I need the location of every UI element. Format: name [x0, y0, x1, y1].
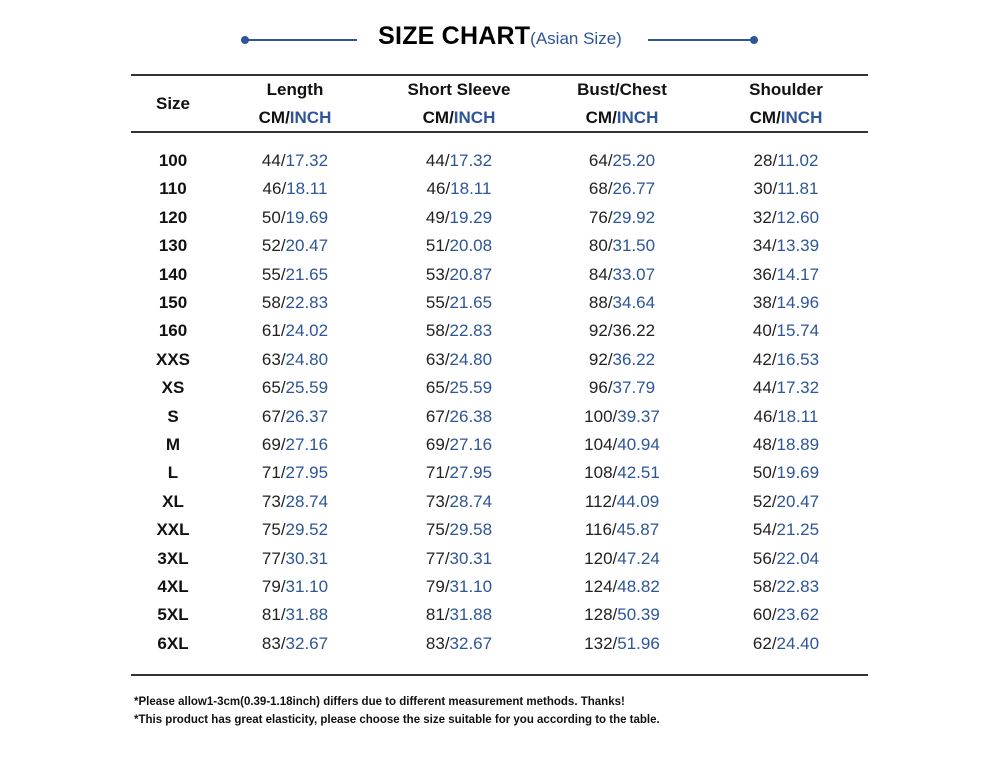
inch-value: 24.80 [285, 349, 329, 369]
cm-value: 77/ [425, 548, 450, 568]
cm-value: 81/ [425, 605, 450, 625]
unit-inch: INCH [453, 108, 496, 127]
unit-inch: INCH [289, 108, 332, 127]
inch-value: 20.87 [449, 264, 493, 284]
cm-value: 116/ [584, 520, 617, 540]
cm-value: 67/ [261, 406, 286, 426]
table-row [0, 634, 1000, 662]
measurement-cell [542, 407, 702, 427]
measurement-cell [379, 549, 539, 569]
inch-value: 31.50 [612, 236, 656, 256]
header-column: Bust/Chest [577, 80, 667, 99]
inch-value: 39.37 [617, 406, 660, 426]
cm-value: 55/ [261, 264, 286, 284]
measurement-cell [379, 179, 539, 199]
table-row [0, 179, 1000, 207]
size-label: XL [162, 491, 184, 511]
inch-value: 16.53 [776, 349, 820, 369]
inch-value: 25.20 [612, 151, 656, 170]
table-row [0, 520, 1000, 548]
cm-value: 34/ [752, 236, 777, 256]
table-row [0, 151, 1000, 179]
measurement-cell [379, 208, 539, 228]
cm-value: 36/ [752, 264, 777, 284]
cm-value: 71/ [261, 463, 286, 483]
inch-value: 32.67 [449, 633, 493, 653]
size-label: 4XL [157, 577, 189, 596]
measurement-cell [215, 605, 375, 625]
inch-value: 20.47 [285, 236, 329, 256]
unit-cm: CM/ [422, 108, 454, 127]
cm-value: 58/ [261, 293, 286, 312]
measurement-cell [215, 350, 375, 370]
size-label: 160 [158, 321, 188, 341]
cm-value: 79/ [425, 577, 450, 596]
size-label: M [165, 435, 181, 454]
measurement-cell [379, 151, 539, 171]
measurement-cell [379, 577, 539, 597]
inch-value: 33.07 [612, 264, 656, 284]
measurement-cell [542, 350, 702, 370]
cm-value: 50/ [261, 207, 286, 227]
measurement-cell [215, 179, 375, 199]
measurement-cell [542, 293, 702, 313]
inch-value: 14.96 [776, 293, 820, 312]
header-column: Short Sleeve [407, 80, 511, 99]
cm-value: 100/ [584, 406, 618, 426]
cm-value: 69/ [261, 435, 286, 454]
size-label: 3XL [157, 548, 189, 568]
table-row [0, 577, 1000, 605]
cm-value: 44/ [261, 151, 286, 170]
inch-value: 22.83 [776, 577, 820, 596]
cm-value: 73/ [261, 491, 286, 511]
measurement-cell [215, 208, 375, 228]
cm-value: 38/ [752, 293, 777, 312]
header-column: Shoulder [749, 80, 823, 99]
cm-value: 92/ [588, 349, 613, 369]
cm-value: 76/ [588, 207, 613, 227]
inch-value: 18.89 [776, 435, 820, 454]
inch-value: 11.02 [777, 151, 819, 170]
inch-value: 12.60 [776, 207, 820, 227]
measurement-cell [379, 492, 539, 512]
measurement-cell [542, 321, 702, 341]
measurement-cell [706, 378, 866, 398]
header-bottom-rule [131, 131, 868, 133]
measurement-cell [706, 605, 866, 625]
inch-value: 21.25 [776, 520, 820, 540]
measurement-cell [706, 492, 866, 512]
measurement-cell [706, 463, 866, 483]
cm-value: 65/ [425, 378, 450, 398]
measurement-cell [215, 520, 375, 540]
cm-value: 28/ [753, 151, 778, 170]
cm-value: 77/ [261, 548, 286, 568]
measurement-cell [379, 407, 539, 427]
header-unit [542, 108, 702, 128]
cm-value: 81/ [261, 605, 286, 625]
inch-value: 26.77 [612, 179, 656, 199]
cm-value: 40/ [752, 321, 777, 341]
inch-value: 25.59 [285, 378, 329, 398]
cm-value: 71/ [425, 463, 450, 483]
measurement-cell [706, 236, 866, 256]
measurement-cell [706, 407, 866, 427]
inch-value: 34.64 [612, 293, 656, 312]
inch-value: 27.16 [449, 435, 493, 454]
title-main: SIZE CHART [378, 22, 531, 50]
measurement-cell [706, 151, 866, 171]
cm-value: 44/ [425, 151, 450, 170]
cm-value: 88/ [588, 293, 613, 312]
inch-value: 23.62 [776, 605, 820, 625]
measurement-cell [215, 265, 375, 285]
measurement-cell [379, 236, 539, 256]
measurement-cell [542, 492, 702, 512]
cm-value: 60/ [752, 605, 777, 625]
measurement-cell [379, 435, 539, 455]
inch-value: 31.88 [449, 605, 493, 625]
measurement-cell [215, 407, 375, 427]
measurement-cell [379, 520, 539, 540]
measurement-cell [706, 265, 866, 285]
measurement-cell [379, 605, 539, 625]
cm-value: 30/ [753, 179, 778, 199]
cm-value: 52/ [261, 236, 286, 256]
inch-value: 18.11 [777, 406, 819, 426]
cm-value: 128/ [584, 605, 618, 625]
inch-value: 11.81 [777, 179, 819, 199]
cm-value: 83/ [261, 633, 286, 653]
cm-value: 73/ [425, 491, 450, 511]
inch-value: 22.83 [285, 293, 329, 312]
cm-value: 68/ [588, 179, 613, 199]
table-row [0, 321, 1000, 349]
cm-value: 92/ [588, 321, 613, 341]
cm-value: 104/ [584, 435, 618, 454]
inch-value: 17.32 [285, 151, 329, 170]
cm-value: 46/ [426, 179, 451, 199]
size-label: XS [161, 378, 185, 398]
size-label: 150 [158, 293, 188, 312]
cm-value: 49/ [425, 207, 450, 227]
size-label: 140 [158, 264, 188, 284]
measurement-cell [215, 321, 375, 341]
measurement-cell [542, 208, 702, 228]
measurement-cell [542, 605, 702, 625]
measurement-cell [379, 321, 539, 341]
cm-value: 55/ [425, 293, 450, 312]
measurement-cell [706, 549, 866, 569]
inch-value: 26.37 [285, 406, 329, 426]
measurement-cell [706, 179, 866, 199]
cm-value: 65/ [261, 378, 286, 398]
cm-value: 84/ [588, 264, 613, 284]
inch-value: 47.24 [617, 548, 660, 568]
cm-value: 48/ [752, 435, 777, 454]
inch-value: 20.08 [449, 236, 493, 256]
cm-value: 58/ [752, 577, 777, 596]
table-row [0, 407, 1000, 435]
cm-value: 132/ [584, 633, 618, 653]
inch-value: 24.02 [285, 321, 329, 341]
measurement-cell [542, 435, 702, 455]
inch-value: 25.59 [449, 378, 493, 398]
inch-value: 26.38 [449, 406, 493, 426]
table-top-rule [131, 74, 868, 76]
cm-value: 112/ [584, 491, 617, 511]
inch-value: 27.95 [449, 463, 493, 483]
cm-value: 63/ [261, 349, 286, 369]
inch-value: 24.80 [449, 349, 493, 369]
inch-value: 45.87 [616, 520, 660, 540]
measurement-cell [706, 520, 866, 540]
measurement-cell [379, 293, 539, 313]
cm-value: 42/ [752, 349, 777, 369]
inch-value: 28.74 [285, 491, 329, 511]
unit-inch: INCH [616, 108, 659, 127]
size-label: 110 [159, 179, 187, 199]
header-unit [215, 108, 375, 128]
measurement-cell [215, 151, 375, 171]
measurement-cell [215, 378, 375, 398]
measurement-cell [706, 293, 866, 313]
measurement-cell [215, 634, 375, 654]
cm-value: 62/ [752, 633, 777, 653]
measurement-cell [542, 179, 702, 199]
cm-value: 96/ [588, 378, 613, 398]
title-sub: (Asian Size) [530, 29, 622, 48]
cm-value: 54/ [752, 520, 777, 540]
table-row [0, 378, 1000, 406]
size-label: S [167, 406, 179, 426]
table-row [0, 208, 1000, 236]
table-row [0, 265, 1000, 293]
cm-value: 61/ [261, 321, 286, 341]
inch-value: 50.39 [617, 605, 660, 625]
measurement-cell [379, 378, 539, 398]
inch-value: 24.40 [776, 633, 820, 653]
measurement-cell [542, 549, 702, 569]
measurement-cell [542, 577, 702, 597]
table-row [0, 435, 1000, 463]
inch-value: 31.10 [449, 577, 493, 596]
measurement-cell [379, 463, 539, 483]
inch-value: 13.39 [776, 236, 820, 256]
measurement-cell [215, 492, 375, 512]
cm-value: 79/ [261, 577, 286, 596]
cm-value: 53/ [425, 264, 450, 284]
table-row [0, 549, 1000, 577]
size-label: 130 [158, 236, 188, 256]
measurement-cell [706, 577, 866, 597]
inch-value: 36.22 [612, 321, 656, 341]
size-label: XXS [155, 349, 191, 369]
measurement-cell [215, 577, 375, 597]
inch-value: 27.95 [285, 463, 329, 483]
inch-value: 28.74 [449, 491, 493, 511]
inch-value: 37.79 [612, 378, 656, 398]
table-row [0, 350, 1000, 378]
measurement-cell [706, 435, 866, 455]
measurement-cell [542, 151, 702, 171]
table-row [0, 463, 1000, 491]
measurement-cell [542, 265, 702, 285]
inch-value: 31.88 [285, 605, 329, 625]
header-unit [379, 108, 539, 128]
inch-value: 15.74 [776, 321, 820, 341]
inch-value: 17.32 [776, 378, 820, 398]
header-column: Length [266, 80, 324, 99]
header-size: Size [155, 94, 191, 113]
cm-value: 44/ [752, 378, 777, 398]
cm-value: 51/ [425, 236, 450, 256]
inch-value: 31.10 [285, 577, 329, 596]
measurement-cell [215, 435, 375, 455]
cm-value: 56/ [752, 548, 777, 568]
unit-cm: CM/ [585, 108, 617, 127]
cm-value: 75/ [261, 520, 286, 540]
table-row [0, 492, 1000, 520]
note-measurement: *Please allow1-3cm(0.39-1.18inch) differs due to different measurement methods. Thanks! [134, 696, 625, 708]
measurement-cell [215, 293, 375, 313]
measurement-cell [706, 350, 866, 370]
measurement-cell [706, 634, 866, 654]
unit-cm: CM/ [749, 108, 781, 127]
inch-value: 29.52 [285, 520, 329, 540]
cm-value: 108/ [584, 463, 618, 483]
inch-value: 29.58 [449, 520, 493, 540]
note-elasticity: *This product has great elasticity, please choose the size suitable for you according to the table. [134, 714, 660, 726]
measurement-cell [542, 236, 702, 256]
inch-value: 21.65 [449, 293, 493, 312]
size-label: 100 [158, 151, 188, 170]
measurement-cell [706, 321, 866, 341]
cm-value: 32/ [752, 207, 777, 227]
measurement-cell [215, 236, 375, 256]
measurement-cell [542, 520, 702, 540]
measurement-cell [542, 463, 702, 483]
inch-value: 14.17 [776, 264, 820, 284]
inch-value: 27.16 [285, 435, 329, 454]
measurement-cell [379, 265, 539, 285]
inch-value: 32.67 [285, 633, 329, 653]
cm-value: 50/ [752, 463, 777, 483]
unit-cm: CM/ [258, 108, 290, 127]
measurement-cell [215, 463, 375, 483]
size-label: L [167, 463, 179, 483]
inch-value: 36.22 [612, 349, 656, 369]
cm-value: 83/ [425, 633, 450, 653]
cm-value: 124/ [584, 577, 618, 596]
table-bottom-rule [131, 674, 868, 676]
inch-value: 18.11 [450, 179, 492, 199]
inch-value: 51.96 [617, 633, 660, 653]
inch-value: 21.65 [285, 264, 329, 284]
unit-inch: INCH [780, 108, 823, 127]
size-label: XXL [156, 520, 190, 540]
inch-value: 30.31 [285, 548, 329, 568]
table-row [0, 293, 1000, 321]
inch-value: 22.04 [776, 548, 820, 568]
measurement-cell [542, 378, 702, 398]
inch-value: 19.29 [449, 207, 493, 227]
cm-value: 64/ [588, 151, 613, 170]
cm-value: 75/ [425, 520, 450, 540]
table-row [0, 236, 1000, 264]
cm-value: 46/ [753, 406, 778, 426]
inch-value: 48.82 [617, 577, 660, 596]
inch-value: 30.31 [449, 548, 493, 568]
measurement-cell [706, 208, 866, 228]
cm-value: 46/ [262, 179, 287, 199]
cm-value: 69/ [425, 435, 450, 454]
inch-value: 44.09 [616, 491, 660, 511]
inch-value: 40.94 [617, 435, 660, 454]
cm-value: 120/ [584, 548, 618, 568]
inch-value: 19.69 [776, 463, 820, 483]
header-unit [706, 108, 866, 128]
measurement-cell [379, 350, 539, 370]
inch-value: 18.11 [286, 179, 328, 199]
inch-value: 42.51 [617, 463, 660, 483]
inch-value: 22.83 [449, 321, 493, 341]
size-label: 5XL [157, 605, 189, 625]
table-row [0, 605, 1000, 633]
cm-value: 58/ [425, 321, 450, 341]
inch-value: 29.92 [612, 207, 656, 227]
measurement-cell [542, 634, 702, 654]
inch-value: 19.69 [285, 207, 329, 227]
inch-value: 17.32 [449, 151, 493, 170]
cm-value: 67/ [425, 406, 450, 426]
size-label: 120 [158, 207, 188, 227]
cm-value: 52/ [752, 491, 777, 511]
size-label: 6XL [157, 633, 189, 653]
inch-value: 20.47 [776, 491, 820, 511]
measurement-cell [215, 549, 375, 569]
measurement-cell [379, 634, 539, 654]
page-title [0, 22, 1000, 51]
cm-value: 80/ [588, 236, 613, 256]
cm-value: 63/ [425, 349, 450, 369]
